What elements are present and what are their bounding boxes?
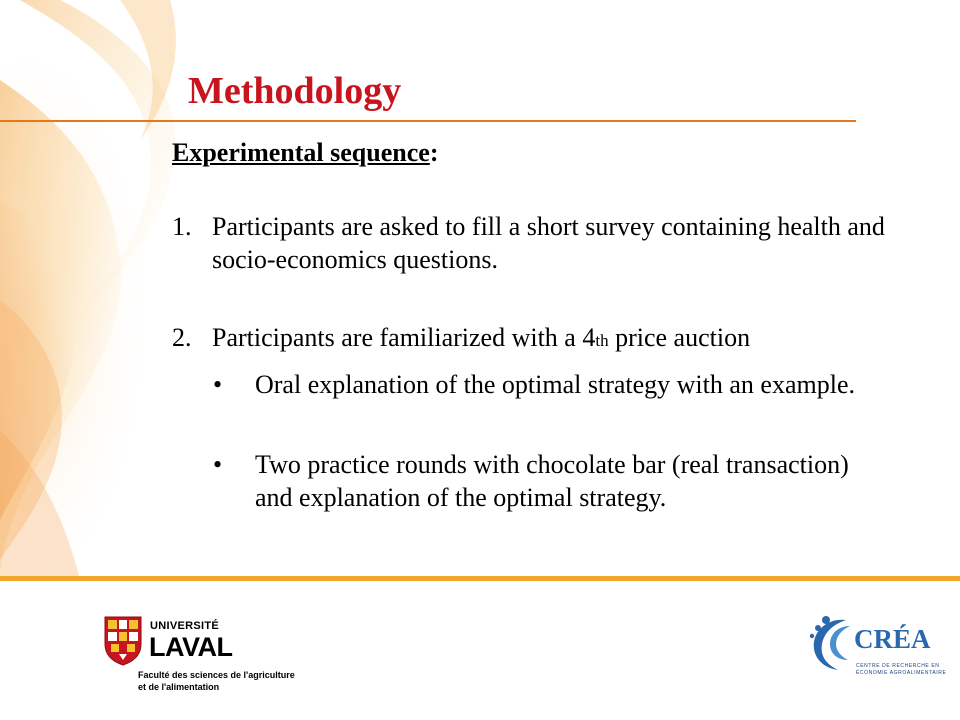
bullet-item-1 <box>213 368 873 401</box>
crea-name: CRÉA <box>854 624 931 654</box>
bullet-text: Oral explanation of the optimal strategy with an example. <box>255 370 855 399</box>
numbered-item-2 <box>172 321 902 357</box>
title-underline-rule <box>0 120 856 122</box>
item-number: 2. <box>172 323 192 352</box>
crea-swoosh-icon <box>806 612 860 676</box>
item-number: 1. <box>172 212 192 241</box>
bullet-marker: • <box>213 450 223 479</box>
laval-university-word: UNIVERSITÉ <box>150 620 220 632</box>
crea-subline-1: CENTRE DE RECHERCHE EN <box>856 663 940 669</box>
subheading-colon: : <box>429 138 439 167</box>
ordinal-superscript: th <box>595 331 609 350</box>
slide-title: Methodology <box>188 70 402 112</box>
item-text <box>212 321 902 357</box>
item-text-after: price auction <box>608 323 751 352</box>
laval-name: LAVAL <box>149 632 233 662</box>
section-subheading <box>172 136 438 170</box>
crea-subline-2: ÉCONOMIE AGROALIMENTAIRE <box>856 670 947 676</box>
crea-logo <box>806 612 947 682</box>
bullet-text: Two practice rounds with chocolate bar (real transaction) and explanation of the optimal strategy. <box>255 450 849 512</box>
laval-faculty-line-2: et de l'alimentation <box>138 682 220 692</box>
numbered-item-1 <box>172 210 902 276</box>
item-text: Participants are asked to fill a short survey containing health and socio-economics questions. <box>212 212 885 274</box>
laval-shield-icon <box>104 616 142 666</box>
subheading-label: Experimental sequence <box>172 138 430 167</box>
footer-rule <box>0 576 960 581</box>
bullet-item-2 <box>213 448 873 514</box>
bullet-marker: • <box>213 370 223 399</box>
laval-faculty-line-1: Faculté des sciences de l'agriculture <box>138 670 295 680</box>
universite-laval-logo <box>104 616 304 696</box>
item-text-before: Participants are familiarized with a 4 <box>212 323 596 352</box>
